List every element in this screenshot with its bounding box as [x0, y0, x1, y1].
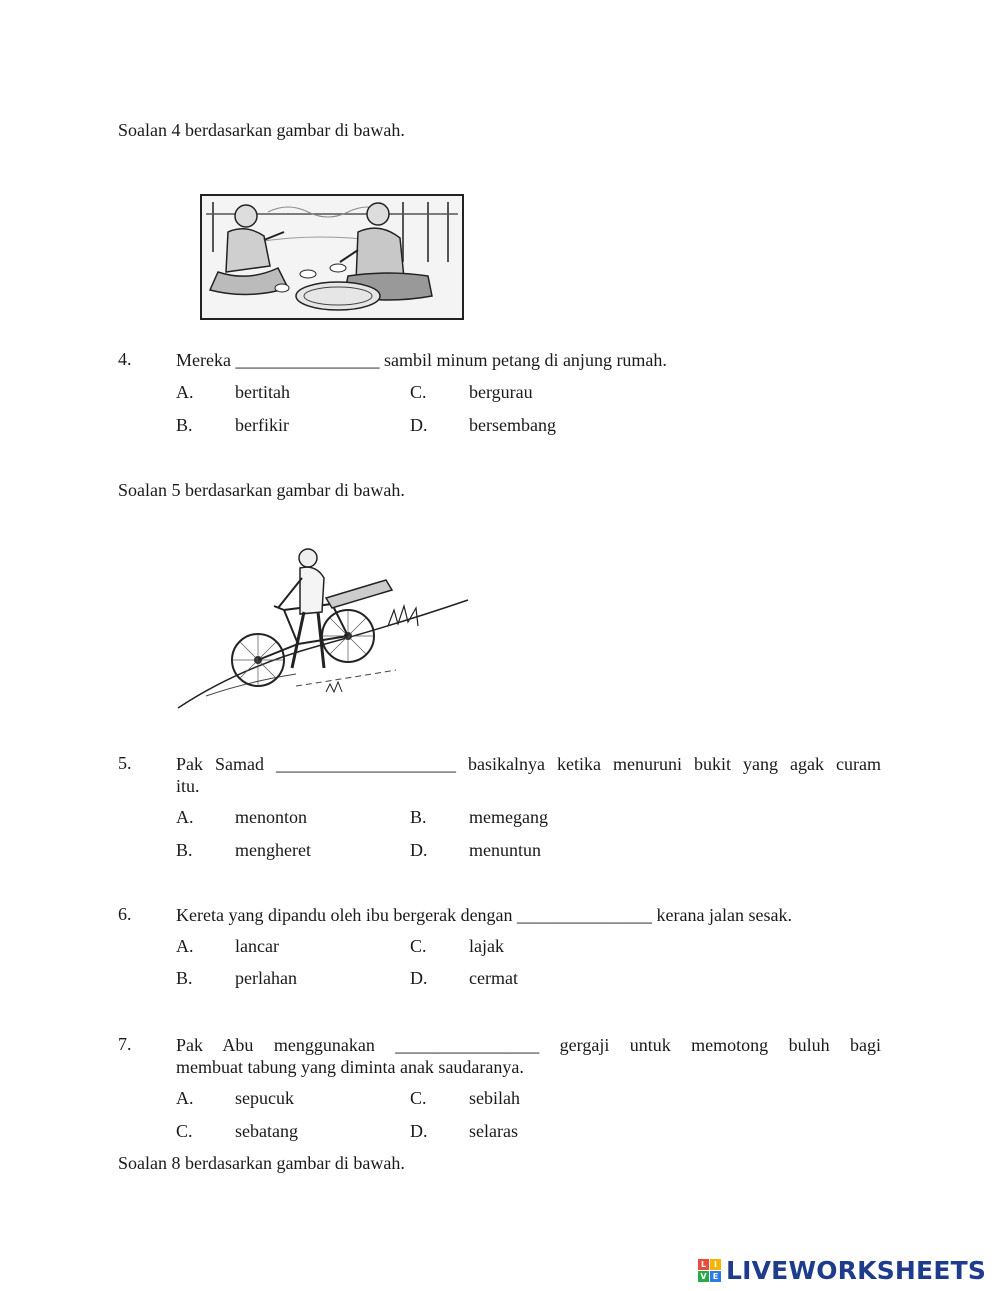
- q4-picture-friends-chatting: [198, 192, 466, 322]
- q5-option-letter: B.: [176, 840, 193, 860]
- q5-option-word[interactable]: menonton: [235, 807, 307, 827]
- q6-option-letter: B.: [176, 968, 193, 988]
- q7-option-letter: C.: [410, 1088, 427, 1108]
- q6-option-word[interactable]: cermat: [469, 968, 518, 988]
- q4-option-letter: C.: [410, 382, 427, 402]
- q6-question-text: Kereta yang dipandu oleh ibu bergerak dengan _______________ kerana jalan sesak.: [176, 905, 792, 925]
- q5-question-line2: itu.: [176, 776, 200, 796]
- q7-option-letter: D.: [410, 1121, 428, 1141]
- q6-option-letter: C.: [410, 936, 427, 956]
- q5-option-letter: D.: [410, 840, 428, 860]
- q7-option-word[interactable]: sepucuk: [235, 1088, 294, 1108]
- q4-option-word[interactable]: bergurau: [469, 382, 533, 402]
- q5-question-line1: Pak Samad ____________________ basikalnya ketika menuruni bukit yang agak curam: [176, 754, 881, 774]
- q7-option-word[interactable]: sebilah: [469, 1088, 520, 1108]
- q8-intro: Soalan 8 berdasarkan gambar di bawah.: [118, 1153, 405, 1173]
- q4-number: 4.: [118, 349, 132, 369]
- q4-option-letter: D.: [410, 415, 428, 435]
- logo-block: V: [698, 1271, 709, 1282]
- q5-option-letter: A.: [176, 807, 194, 827]
- q6-option-letter: A.: [176, 936, 194, 956]
- q7-option-word[interactable]: sebatang: [235, 1121, 298, 1141]
- q6-option-word[interactable]: lajak: [469, 936, 504, 956]
- q7-question-line1: Pak Abu menggunakan ________________ gergaji untuk memotong buluh bagi: [176, 1035, 881, 1055]
- q4-intro: Soalan 4 berdasarkan gambar di bawah.: [118, 120, 405, 140]
- q4-option-word[interactable]: berfikir: [235, 415, 289, 435]
- q5-option-letter: B.: [410, 807, 427, 827]
- q7-option-word[interactable]: selaras: [469, 1121, 518, 1141]
- q4-option-letter: B.: [176, 415, 193, 435]
- q6-number: 6.: [118, 904, 132, 924]
- q5-option-word[interactable]: menuntun: [469, 840, 541, 860]
- q5-option-word[interactable]: mengheret: [235, 840, 311, 860]
- q6-option-letter: D.: [410, 968, 428, 988]
- q7-option-letter: C.: [176, 1121, 193, 1141]
- q7-option-letter: A.: [176, 1088, 194, 1108]
- logo-block: L: [698, 1259, 709, 1270]
- q4-option-word[interactable]: bersembang: [469, 415, 556, 435]
- q5-intro: Soalan 5 berdasarkan gambar di bawah.: [118, 480, 405, 500]
- q5-number: 5.: [118, 753, 132, 773]
- q4-question-text: Mereka ________________ sambil minum petang di anjung rumah.: [176, 350, 667, 370]
- q6-option-word[interactable]: lancar: [235, 936, 279, 956]
- q4-option-letter: A.: [176, 382, 194, 402]
- q7-number: 7.: [118, 1034, 132, 1054]
- logo-block: E: [710, 1271, 721, 1282]
- q5-picture-man-bicycle-hill: [176, 546, 470, 712]
- q6-option-word[interactable]: perlahan: [235, 968, 297, 988]
- logo-text: LIVEWORKSHEETS: [726, 1255, 987, 1285]
- q7-question-line2: membuat tabung yang diminta anak saudaranya.: [176, 1057, 524, 1077]
- liveworksheets-logo[interactable]: [698, 1255, 994, 1285]
- q4-option-word[interactable]: bertitah: [235, 382, 290, 402]
- q5-option-word[interactable]: memegang: [469, 807, 548, 827]
- logo-blocks-icon: [698, 1259, 721, 1282]
- logo-block: I: [710, 1259, 721, 1270]
